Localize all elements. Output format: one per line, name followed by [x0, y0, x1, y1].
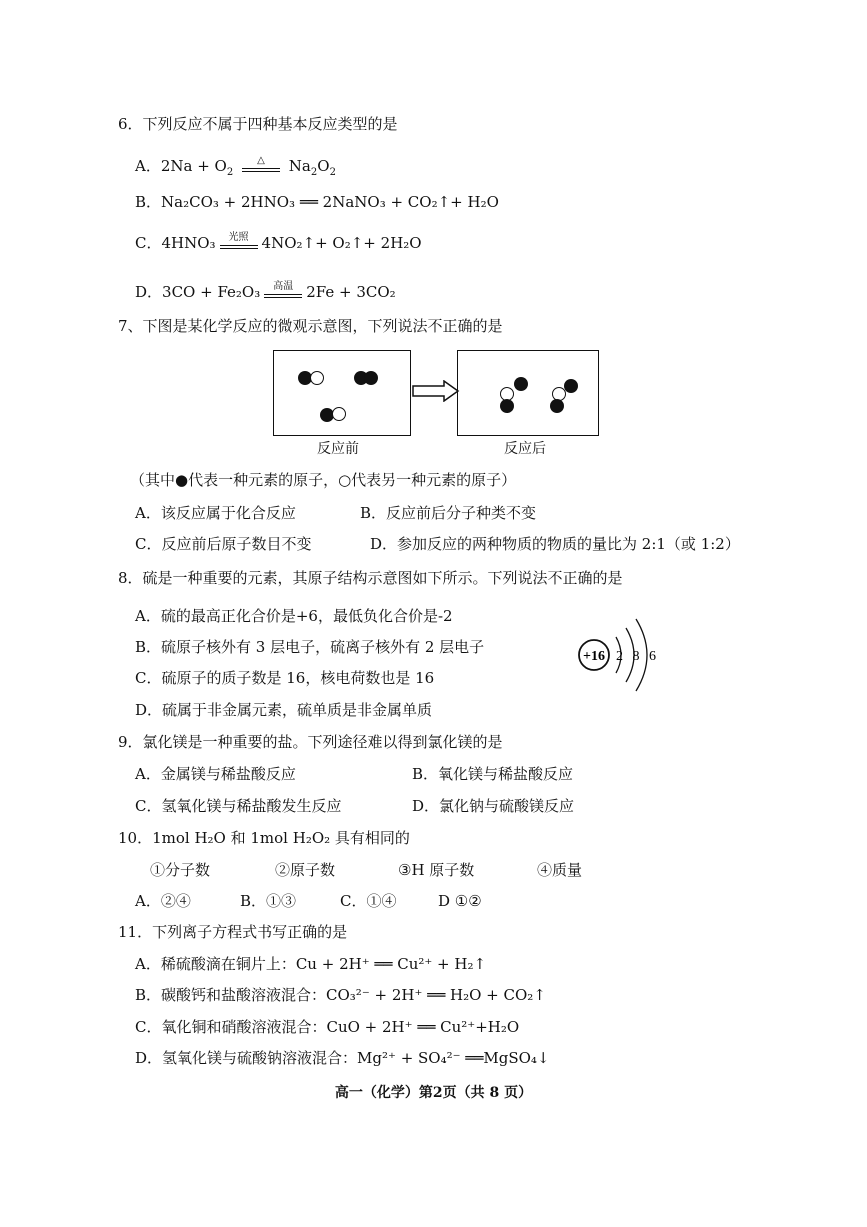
black-atom: [514, 377, 528, 391]
q10-item-2: ②原子数: [275, 861, 336, 879]
q11-option-b: B．碳酸钙和盐酸溶液混合：CO₃²⁻ + 2H⁺ ══ H₂O + CO₂↑: [135, 986, 546, 1004]
q10-option-d: D ①②: [438, 892, 482, 910]
q6-option-b: B．Na₂CO₃ + 2HNO₃ ══ 2NaNO₃ + CO₂↑+ H₂O: [135, 193, 499, 211]
q7-option-a: A．该反应属于化合反应: [135, 504, 296, 522]
q9-option-a: A．金属镁与稀盐酸反应: [135, 765, 296, 783]
q11-stem: 11．下列离子方程式书写正确的是: [118, 923, 348, 941]
q8-option-c: C．硫原子的质子数是 16，核电荷数也是 16: [135, 669, 435, 687]
light-condition-sign: 光照: [216, 234, 262, 254]
q9-stem: 9．氯化镁是一种重要的盐。下列途径难以得到氯化镁的是: [118, 733, 503, 751]
reaction-arrow-icon: [412, 380, 460, 402]
before-label: 反应前: [317, 441, 359, 457]
q10-option-a: A．②④: [135, 892, 191, 910]
page-footer: 高一（化学）第2页（共 8 页）: [334, 1085, 533, 1101]
q8-option-a: A．硫的最高正化合价是+6，最低负化合价是-2: [135, 607, 453, 625]
q9-option-b: B．氧化镁与稀盐酸反应: [412, 765, 574, 783]
q10-item-1: ①分子数: [150, 861, 211, 879]
q7-note: （其中●代表一种元素的原子，○代表另一种元素的原子）: [130, 471, 517, 489]
q10-item-3: ③H 原子数: [398, 861, 475, 879]
black-atom: [364, 371, 378, 385]
q10-stem: 10．1mol H₂O 和 1mol H₂O₂ 具有相同的: [118, 829, 410, 847]
q11-option-c: C．氧化铜和硝酸溶液混合：CuO + 2H⁺ ══ Cu²⁺+H₂O: [135, 1018, 520, 1036]
q9-option-d: D．氯化钠与硫酸镁反应: [412, 797, 575, 815]
q11-option-d: D．氢氧化镁与硫酸钠溶液混合：Mg²⁺ + SO₄²⁻ ══MgSO₄↓: [135, 1049, 550, 1067]
sulfur-atom-structure-diagram: [572, 612, 664, 702]
q8-option-d: D．硫属于非金属元素，硫单质是非金属单质: [135, 701, 433, 719]
shell-electron-counts: 2 8 6: [616, 649, 659, 664]
q10-option-c: C．①④: [340, 892, 397, 910]
q10-option-b: B．①③: [240, 892, 297, 910]
after-label: 反应后: [504, 441, 546, 457]
heat-condition-sign: △: [238, 157, 284, 177]
black-atom: [500, 399, 514, 413]
q6-stem: 6．下列反应不属于四种基本反应类型的是: [118, 115, 398, 133]
q7-option-b: B．反应前后分子种类不变: [360, 504, 537, 522]
q8-option-b: B．硫原子核外有 3 层电子，硫离子核外有 2 层电子: [135, 638, 485, 656]
white-atom: [332, 407, 346, 421]
q10-item-4: ④质量: [537, 861, 583, 879]
q6-option-a: A．$2Na + O_2$ △ $Na_2O_2$: [135, 155, 336, 178]
q9-option-c: C．氢氧化镁与稀盐酸发生反应: [135, 797, 342, 815]
q6-option-c: C．4HNO₃ 光照 4NO₂↑+ O₂↑+ 2H₂O: [135, 232, 422, 252]
q6-option-d: D．3CO + Fe₂O₃ 高温 2Fe + 3CO₂: [135, 281, 396, 301]
q11-option-a: A．稀硫酸滴在铜片上：Cu + 2H⁺ ══ Cu²⁺ + H₂↑: [135, 955, 487, 973]
nucleus-label: +16: [583, 649, 605, 664]
q7-option-c: C．反应前后原子数目不变: [135, 535, 312, 553]
q7-stem: 7、下图是某化学反应的微观示意图，下列说法不正确的是: [118, 317, 503, 335]
q8-stem: 8．硫是一种重要的元素，其原子结构示意图如下所示。下列说法不正确的是: [118, 569, 623, 587]
black-atom: [564, 379, 578, 393]
before-reaction-box: [273, 350, 411, 436]
q7-option-d: D．参加反应的两种物质的物质的量比为 2:1（或 1:2）: [370, 535, 740, 553]
white-atom: [310, 371, 324, 385]
high-temp-condition-sign: 高温: [260, 283, 306, 303]
black-atom: [550, 399, 564, 413]
after-reaction-box: [457, 350, 599, 436]
